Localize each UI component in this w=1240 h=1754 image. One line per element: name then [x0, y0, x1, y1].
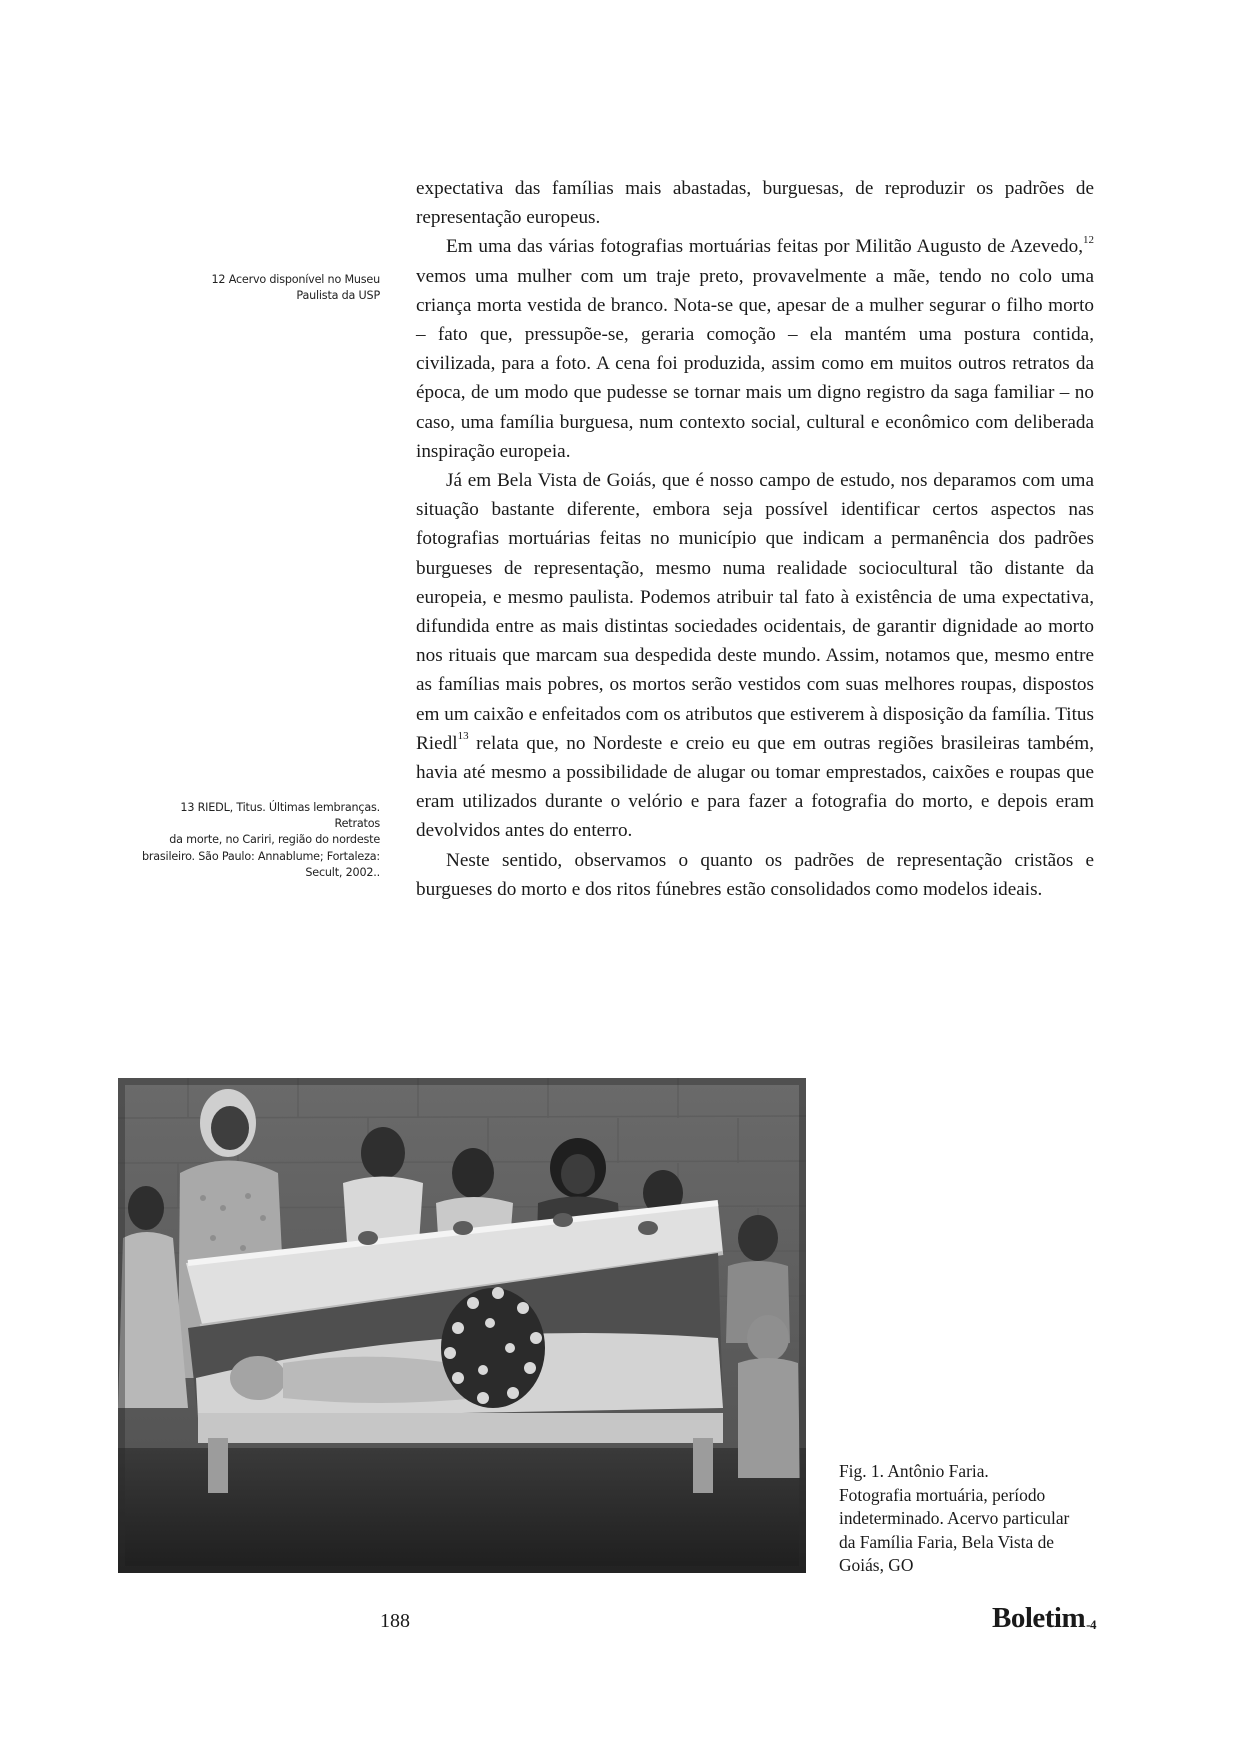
sidenote-12-line-2: Paulista da USP	[296, 289, 380, 303]
photo-illustration	[118, 1078, 806, 1573]
page-number: 188	[380, 1610, 410, 1632]
paragraph-3	[416, 466, 1094, 846]
paragraph-1: expectativa das famílias mais abastadas, burguesas, de reproduzir os padrões de representação europeus.	[416, 178, 1094, 229]
sidenote-12-line-1: 12 Acervo disponível no Museu	[211, 273, 380, 286]
caption-line-3: indeterminado. Acervo particular	[839, 1508, 1070, 1528]
sidenote-13	[140, 800, 380, 881]
journal-name: Boletim	[992, 1602, 1086, 1634]
deceased-figure	[230, 1356, 478, 1403]
paragraph-2-part-b: vemos uma mulher com um traje preto, provavelmente a mãe, tendo no colo uma criança morta vestida de branco. Nota-se que, apesar de a mulher segurar o filho morto – fato que, pressupõe-se, geraria comoção – ela mantém uma postura contida, civilizada, para a foto. A cena foi produzida, assim como em muitos outros retratos da época, de um modo que pudesse se tornar mais um digno registro da saga familiar – no caso, uma família burguesa, num contexto social, cultural e econômico com deliberada inspiração europeia.	[416, 265, 1094, 462]
paragraph-2-part-a: Em uma das várias fotografias mortuárias feitas por Militão Augusto de Azevedo,	[446, 236, 1083, 258]
footnote-ref-13[interactable]: 13	[457, 730, 469, 743]
sidenote-13-line-1: 13 RIEDL, Titus. Últimas lembranças. Retratos	[180, 801, 380, 831]
figure-caption	[839, 1460, 1119, 1578]
journal-issue: -4	[1086, 1617, 1096, 1632]
sidenote-13-line-4: Secult, 2002..	[305, 865, 380, 879]
sidenote-13-line-3: brasileiro. São Paulo: Annablume; Fortaleza:	[141, 849, 380, 863]
footnote-ref-12[interactable]: 12	[1083, 234, 1094, 247]
mortuary-photograph	[118, 1078, 806, 1573]
paragraph-3-part-b: relata que, no Nordeste e creio eu que em outras regiões brasileiras também, havia até mesmo a possibilidade de alugar ou tomar emprestados, caixões e roupas que eram utilizados durante o velório e para fazer a fotografia do morto, e depois eram devolvidos antes do enterro.	[416, 732, 1094, 842]
body-text	[416, 174, 1094, 904]
paragraph-3-part-a: Já em Bela Vista de Goiás, que é nosso campo de estudo, nos deparamos com uma situação bastante diferente, embora seja possível identificar certos aspectos nas fotografias mortuárias feitas no município que indicam a permanência dos padrões burgueses de representação, mesmo numa realidade sociocultural tão distante da europeia, e mesmo paulista. Podemos atribuir tal fato à existência de uma expectativa, difundida entre as mais distintas sociedades ocidentais, de garantir dignidade ao morto nos rituais que marcam sua despedida deste mundo. Assim, notamos que, mesmo entre as famílias mais pobres, os mortos serão vestidos com suas melhores roupas, dispostos em um caixão e enfeitados com os atributos que estiverem à disposição da família. Titus Riedl	[416, 470, 1094, 754]
sidenote-12	[140, 272, 380, 304]
caption-line-4: da Família Faria, Bela Vista de	[839, 1531, 1054, 1552]
caption-line-5: Goiás, GO	[839, 1555, 914, 1575]
caption-line-1: Fig. 1. Antônio Faria.	[839, 1461, 989, 1481]
sidenote-13-line-2: da morte, no Cariri, região do nordeste	[169, 833, 380, 847]
journal-logo	[992, 1602, 1096, 1635]
paragraph-2	[416, 232, 1094, 466]
caption-line-2: Fotografia mortuária, período	[839, 1484, 1046, 1505]
paragraph-4: Neste sentido, observamos o quanto os padrões de representação cristãos e burgueses do morto e dos ritos fúnebres estão consolidados como modelos ideais.	[416, 849, 1094, 900]
